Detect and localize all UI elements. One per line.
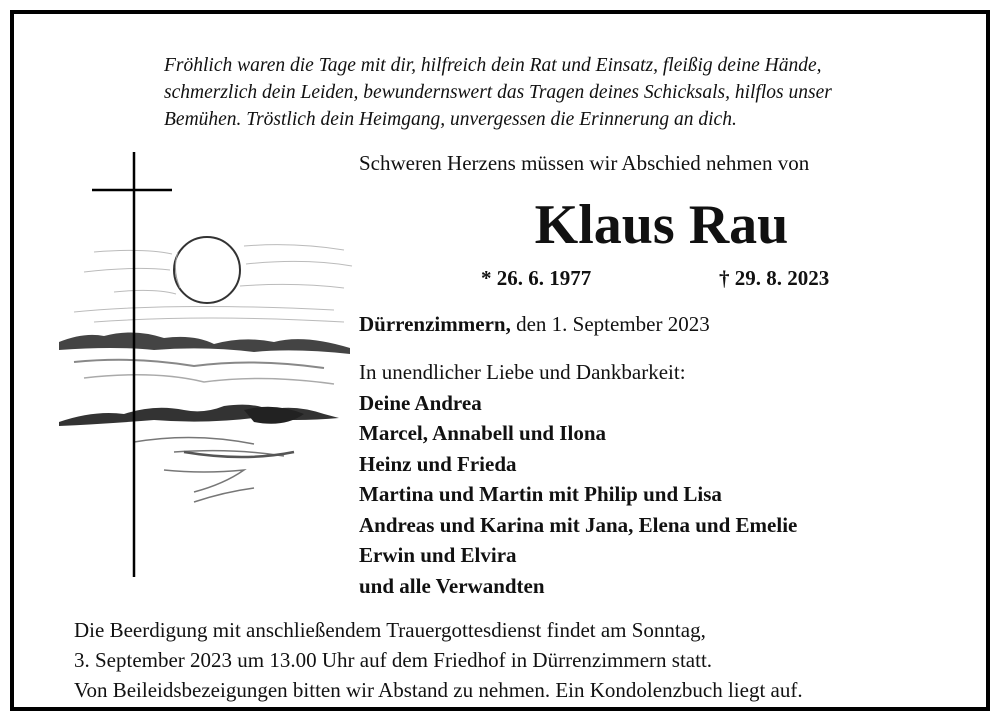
mourner-entry: Marcel, Annabell und Ilona <box>359 421 606 445</box>
funeral-line: 3. September 2023 um 13.00 Uhr auf dem Friedhof in Dürrenzimmern statt. <box>74 648 713 672</box>
moon-landscape-illustration <box>54 152 354 582</box>
mourner-entry: Heinz und Frieda <box>359 451 517 476</box>
mourners-section <box>359 357 797 601</box>
notice-date: den 1. September 2023 <box>516 312 710 336</box>
poem-line: Fröhlich waren die Tage mit dir, hilfreich dein Rat und Einsatz, fleißig deine Hände, <box>164 55 822 76</box>
mourner-entry: Deine Andrea <box>359 390 482 415</box>
place-date-line <box>359 312 710 337</box>
poem-line: Bemühen. Tröstlich dein Heimgang, unvergessen die Erinnerung an dich. <box>164 109 737 130</box>
mourner-entry: Andreas und Karina mit Jana, Elena und Emelie <box>359 512 798 537</box>
obituary-frame <box>10 10 990 711</box>
moon-icon <box>174 237 240 303</box>
mourners-intro: In unendlicher Liebe und Dankbarkeit: <box>359 360 686 384</box>
mountain-range <box>59 332 350 354</box>
cross-icon <box>92 152 172 577</box>
mourners-list <box>359 388 797 602</box>
place-name: Dürrenzimmern, <box>359 312 511 336</box>
funeral-notice <box>74 615 803 705</box>
deceased-name: Klaus Rau <box>534 194 789 256</box>
funeral-line: Von Beileidsbezeigungen bitten wir Abstand zu nehmen. Ein Kondolenzbuch liegt auf. <box>74 678 803 702</box>
funeral-line: Die Beerdigung mit anschließendem Trauergottesdienst findet am Sonntag, <box>74 618 706 642</box>
poem-line: schmerzlich dein Leiden, bewundernswert das Tragen deines Schicksals, hilflos unser <box>164 82 832 103</box>
poem <box>164 52 964 133</box>
farewell-intro: Schweren Herzens müssen wir Abschied nehmen von <box>359 151 810 175</box>
mourner-entry: Martina und Martin mit Philip und Lisa <box>359 482 722 506</box>
mourner-entry: Erwin und Elvira <box>359 543 517 567</box>
mourner-entry: und alle Verwandten <box>359 573 545 598</box>
death-date: † 29. 8. 2023 <box>719 266 830 290</box>
birth-date: * 26. 6. 1977 <box>481 266 592 290</box>
